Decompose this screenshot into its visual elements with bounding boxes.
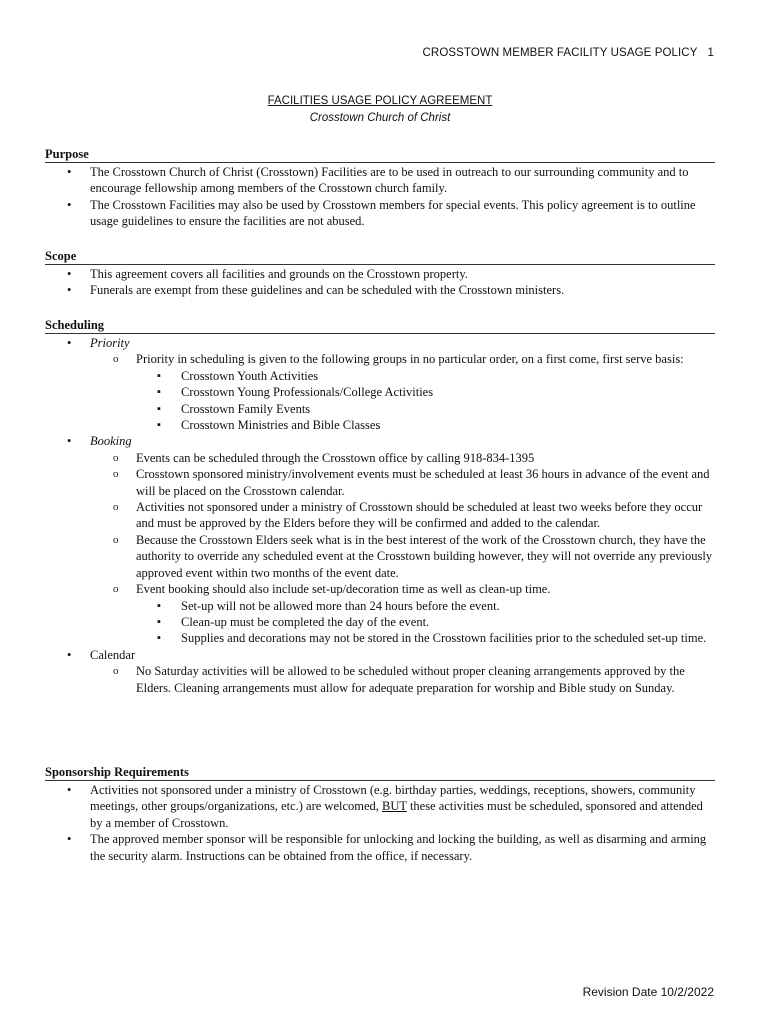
list-item: ▪ Supplies and decorations may not be stored in the Crosstown facilities prior to the scheduled set-up time. [136,630,715,646]
list-item: o No Saturday activities will be allowed to be scheduled without proper cleaning arrangements approved by the Elders. Cleaning arrangements must allow for adequate preparation for worship and Bible study on Sunday. [90,663,715,696]
document-title: FACILITIES USAGE POLICY AGREEMENT [267,95,493,107]
page-header [423,47,714,59]
list-item-booking [45,433,715,646]
list-item: • The Crosstown Facilities may also be used by Crosstown members for special events. This policy agreement is to outline usage guidelines to ensure the facilities are not abused. [45,197,715,230]
header-text: CROSSTOWN MEMBER FACILITY USAGE POLICY [422,47,698,59]
sponsorship-section [45,765,715,864]
scheduling-heading: Scheduling [45,318,715,334]
list-item: ▪ Crosstown Youth Activities [136,368,715,384]
list-item [90,581,715,647]
list-item-priority [45,335,715,433]
revision-date: Revision Date 10/2/2022 [582,985,714,999]
list-item: ▪ Crosstown Family Events [136,401,715,417]
list-item [45,782,715,831]
list-item: ▪ Crosstown Ministries and Bible Classes [136,417,715,433]
priority-label: Priority [90,336,130,350]
scheduling-section [45,318,715,696]
scope-heading: Scope [45,249,715,265]
sponsorship-heading: Sponsorship Requirements [45,765,715,781]
list-item [90,351,715,433]
list-item: • The Crosstown Church of Christ (Crosstown) Facilities are to be used in outreach to our surrounding community and to encourage fellowship among members of the Crosstown church family. [45,164,715,197]
sponsorship-text: Activities not sponsored under a ministry of Crosstown (e.g. birthday parties, weddings, receptions, showers, community meetings, other groups/organizations, etc.) are welcomed, [90,783,696,814]
calendar-label: Calendar [90,647,136,662]
scope-section [45,249,715,299]
document-subtitle: Crosstown Church of Christ [309,112,451,124]
list-item-calendar [45,647,715,696]
page-number: 1 [707,47,714,59]
list-item: • The approved member sponsor will be responsible for unlocking and locking the building, as well as disarming and arming the security alarm. Instructions can be obtained from the office, if necessary. [45,831,715,864]
list-item: • Funerals are exempt from these guidelines and can be scheduled with the Crosstown ministers. [45,282,715,298]
list-item: o Because the Crosstown Elders seek what is in the best interest of the work of the Crosstown church, they have the authority to override any scheduled event at the Crosstown building however, they will not override any previously approved event within two months of the event date. [90,532,715,581]
list-item: ▪ Set-up will not be allowed more than 24 hours before the event. [136,598,715,614]
list-item: o Activities not sponsored under a ministry of Crosstown should be scheduled at least two weeks before they occur and must be approved by the Elders before they will be confirmed and added to the calendar. [90,499,715,532]
booking-setup-text: Event booking should also include set-up/decoration time as well as clean-up time. [136,582,551,597]
list-item: • This agreement covers all facilities and grounds on the Crosstown property. [45,266,715,282]
list-item: ▪ Crosstown Young Professionals/College Activities [136,384,715,400]
list-item: o Crosstown sponsored ministry/involvement events must be scheduled at least 36 hours in advance of the event and will be placed on the Crosstown calendar. [90,466,715,499]
emphasis-but: BUT [382,799,407,814]
purpose-section [45,147,715,230]
priority-text: Priority in scheduling is given to the following groups in no particular order, on a first come, first serve basis: [136,352,684,367]
list-item: o Events can be scheduled through the Crosstown office by calling 918-834-1395 [90,450,715,466]
booking-label: Booking [90,434,132,449]
sponsorship-text: these activities must be scheduled, sponsored and attended by a member of Crosstown. [90,799,703,830]
list-item: ▪ Clean-up must be completed the day of the event. [136,614,715,630]
purpose-heading: Purpose [45,147,715,163]
